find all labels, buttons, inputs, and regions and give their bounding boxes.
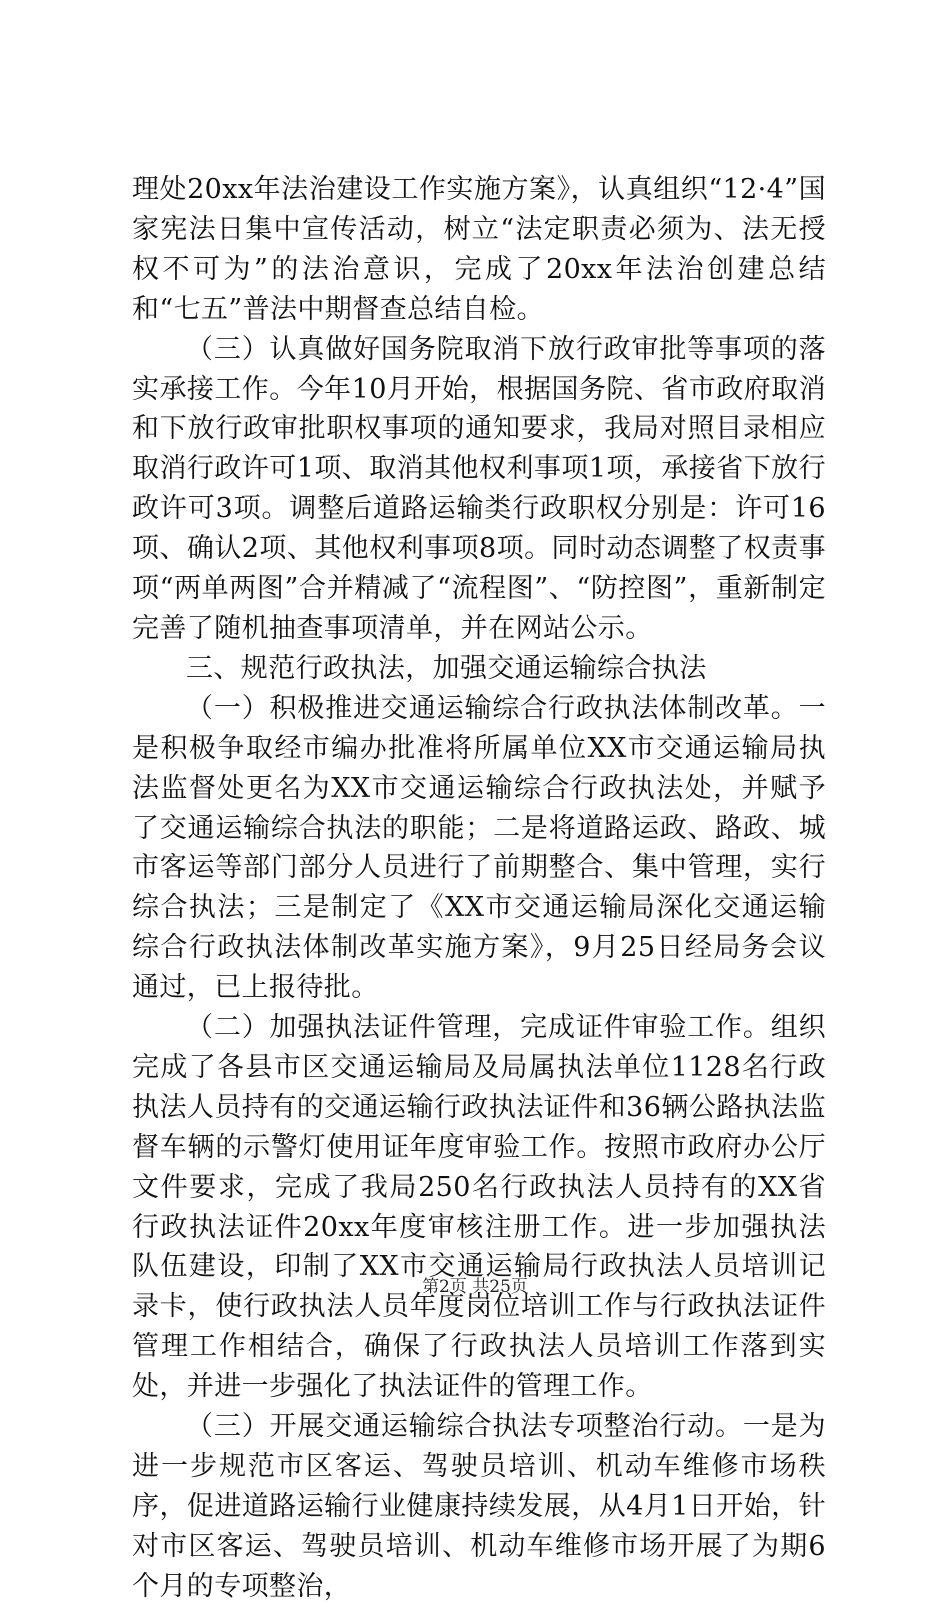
- paragraph-5: （三）开展交通运输综合执法专项整治行动。一是为进一步规范市区客运、驾驶员培训、机动车维修市场秩序，促进道路运输行业健康持续发展，从4月1日开始，针对市区客运、驾驶员培训、机动车维修市场开展了为期6个月的专项整治，: [132, 1411, 826, 1602]
- paragraph-1: 理处20xx年法治建设工作实施方案》，认真组织“12·4”国家宪法日集中宣传活动，树立“法定职责必须为、法无授权不可为”的法治意识，完成了20xx年法治创建总结和“七五”普法中期督查总结自检。: [132, 174, 826, 325]
- paragraph-4: （二）加强执法证件管理，完成证件审验工作。组织完成了各县市区交通运输局及局属执法单位1128名行政执法人员持有的交通运输行政执法证件和36辆公路执法监督车辆的示警灯使用证年度审验工作。按照市政府办公厅文件要求，完成了我局250名行政执法人员持有的XX省行政执法证件20xx年度审核注册工作。进一步加强执法队伍建设，印制了XX市交通运输局行政执法人员培训记录卡，使行政执法人员年度岗位培训工作与行政执法证件管理工作相结合，确保了行政执法人员培训工作落到实处，并进一步强化了执法证件的管理工作。: [132, 1012, 826, 1403]
- paragraph-2: （三）认真做好国务院取消下放行政审批等事项的落实承接工作。今年10月开始，根据国务院、省市政府取消和下放行政审批职权事项的通知要求，我局对照目录相应取消行政许可1项、取消其他权利事项1项，承接省下放行政许可3项。调整后道路运输类行政职权分别是：许可16项、确认2项、其他权利事项8项。同时动态调整了权责事项“两单两图”合并精减了“流程图”、“防控图”，重新制定完善了随机抽查事项清单，并在网站公示。: [132, 333, 826, 644]
- document-body: [132, 170, 826, 1607]
- paragraph-3: （一）积极推进交通运输综合行政执法体制改革。一是积极争取经市编办批准将所属单位XX市交通运输局执法监督处更名为XX市交通运输综合行政执法处，并赋予了交通运输综合执法的职能；二是将道路运政、路政、城市客运等部门部分人员进行了前期整合、集中管理，实行综合执法；三是制定了《XX市交通运输局深化交通运输综合行政执法体制改革实施方案》，9月25日经局务会议通过，已上报待批。: [132, 692, 826, 1004]
- section-heading: 三、规范行政执法，加强交通运输综合执法: [186, 652, 707, 684]
- page-number-footer: 第2页 共25页: [422, 1277, 528, 1297]
